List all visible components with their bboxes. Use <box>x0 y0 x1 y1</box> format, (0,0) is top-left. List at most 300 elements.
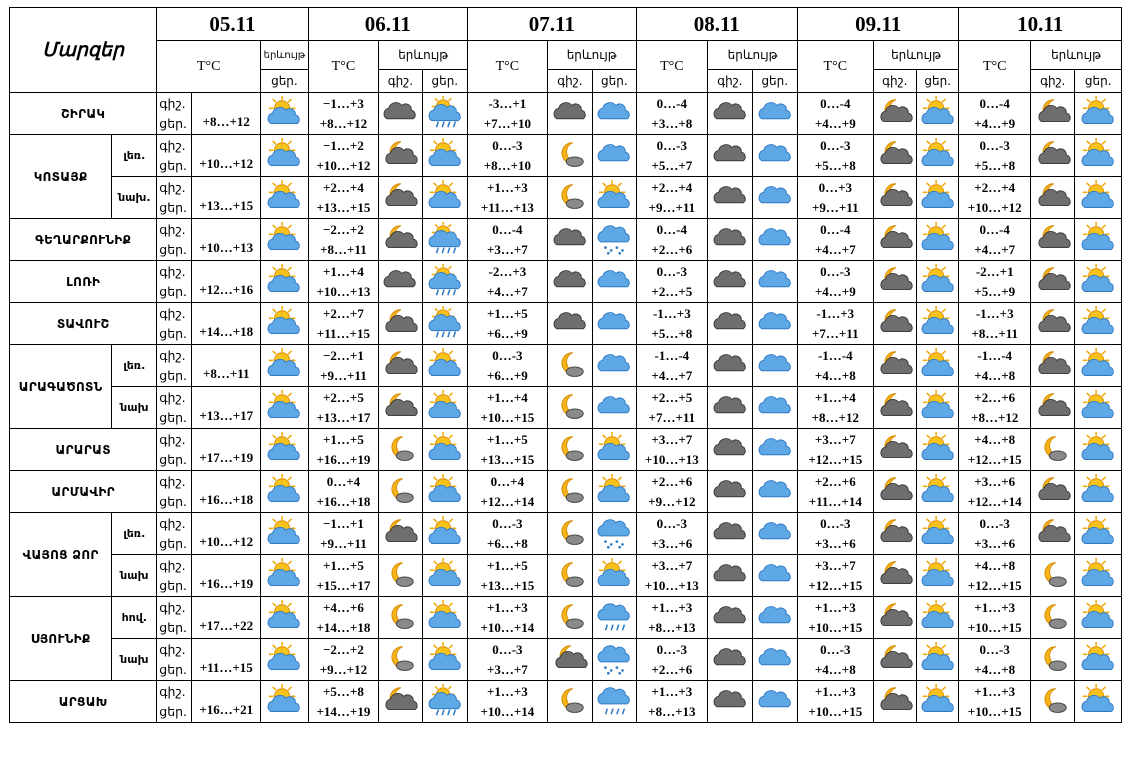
region-name: ՇԻՐԱԿ <box>10 93 157 135</box>
day-subheader: ցեր. <box>917 70 959 93</box>
moon-cloud-icon <box>877 180 913 216</box>
day-temp: +8…+12 <box>319 115 368 131</box>
day-label: ցեր. <box>159 241 188 257</box>
night-temp: -1…+3 <box>975 305 1014 321</box>
marz-header: Մարզեր <box>10 8 157 93</box>
night-label: գիշ. <box>159 221 186 237</box>
night-temp: 0…-3 <box>492 137 523 153</box>
sun-cloud-icon <box>920 222 956 258</box>
sun-cloud-icon <box>266 348 302 384</box>
day-temp: +15…+17 <box>316 577 371 593</box>
temp-cell <box>308 513 379 555</box>
day-temp: +13…+15 <box>199 198 254 213</box>
temp-cell <box>308 597 379 639</box>
moon-icon <box>1035 684 1071 720</box>
night-temp: +2…+7 <box>323 305 364 321</box>
cloud-icon <box>552 96 588 132</box>
cloud-blue-icon <box>757 264 793 300</box>
temp-cell <box>959 135 1031 177</box>
day-weather-cell <box>261 639 308 681</box>
day-weather-cell <box>1075 345 1122 387</box>
night-weather-cell <box>1031 429 1075 471</box>
cloud-icon <box>382 96 418 132</box>
night-temp: -1…+3 <box>652 305 691 321</box>
day-weather-cell <box>917 555 959 597</box>
night-temp: +1…+3 <box>486 599 528 615</box>
temp-cell <box>308 219 379 261</box>
temp-cell <box>308 555 379 597</box>
night-temp: −1…+2 <box>323 137 364 153</box>
day-weather-cell <box>917 429 959 471</box>
moon-icon <box>552 138 588 174</box>
temp-cell <box>797 555 873 597</box>
sun-cloud-icon <box>427 600 463 636</box>
zone-label: լեռ. <box>123 527 146 540</box>
night-temp: 0…-3 <box>979 515 1010 531</box>
night-temp: 0…-3 <box>656 641 688 657</box>
day-temp: +3…+6 <box>651 535 693 551</box>
day-weather-cell <box>917 93 959 135</box>
day-weather-cell <box>917 387 959 429</box>
night-weather-cell <box>1031 681 1075 723</box>
day-1-temp-cell <box>157 681 261 723</box>
day-weather-cell <box>752 471 797 513</box>
cloud-icon <box>712 180 748 216</box>
night-temp: +1…+4 <box>486 389 528 405</box>
sun-cloud-icon <box>1080 684 1116 720</box>
table-row <box>10 387 1122 429</box>
night-weather-cell <box>873 681 916 723</box>
day-label: ցեր. <box>159 283 188 299</box>
night-temp: +1…+5 <box>323 557 364 573</box>
temp-cell <box>959 681 1031 723</box>
night-label: գիշ. <box>159 641 186 657</box>
moon-cloud-icon <box>552 642 588 678</box>
day-weather-cell <box>593 261 636 303</box>
day-weather-cell <box>422 555 467 597</box>
sun-cloud-icon <box>1080 600 1116 636</box>
night-weather-cell <box>1031 135 1075 177</box>
day-weather-cell <box>422 135 467 177</box>
moon-icon <box>552 348 588 384</box>
cloud-blue-icon <box>757 96 793 132</box>
temp-cell <box>308 681 379 723</box>
night-weather-cell <box>1031 303 1075 345</box>
temp-cell <box>797 387 873 429</box>
night-weather-cell <box>708 93 752 135</box>
night-weather-cell <box>873 135 916 177</box>
day-weather-cell <box>752 135 797 177</box>
table-row <box>10 471 1122 513</box>
temp-cell <box>797 429 873 471</box>
day-temp: +13…+15 <box>316 199 371 215</box>
temp-cell <box>308 345 379 387</box>
zone-label: նախ <box>112 554 156 596</box>
day-temp: +4…+9 <box>814 115 856 131</box>
sun-cloud-icon <box>427 348 463 384</box>
sun-cloud-icon <box>266 264 302 300</box>
day-temp: +17…+19 <box>199 450 254 465</box>
night-temp: +1…+3 <box>974 599 1016 615</box>
sun-cloud-icon <box>266 222 302 258</box>
moon-cloud-icon <box>877 222 913 258</box>
day-weather-cell <box>261 219 308 261</box>
sun-rain-icon <box>427 306 463 342</box>
day-temp: +7…+10 <box>483 115 532 131</box>
zone-label: լեռ. <box>123 359 146 372</box>
moon-cloud-icon <box>1035 348 1071 384</box>
night-weather-cell <box>1031 219 1075 261</box>
night-temp: 0…-3 <box>820 137 851 153</box>
day-weather-cell <box>422 345 467 387</box>
temp-cell <box>636 513 708 555</box>
temp-cell <box>797 303 873 345</box>
moon-cloud-icon <box>382 138 418 174</box>
night-temp: +5…+8 <box>323 683 364 699</box>
cloud-icon <box>712 684 748 720</box>
night-weather-cell <box>1031 261 1075 303</box>
day-weather-cell <box>261 681 308 723</box>
night-temp: +3…+7 <box>814 431 856 447</box>
temp-cell <box>636 177 708 219</box>
day-1-temp-cell <box>157 597 261 639</box>
night-label: գիշ. <box>159 347 186 363</box>
temp-cell <box>959 93 1031 135</box>
night-weather-cell <box>547 135 592 177</box>
temp-header: T°C <box>959 41 1031 93</box>
night-weather-cell <box>547 681 592 723</box>
sun-cloud-icon <box>920 684 956 720</box>
day-label: ցեր. <box>159 367 188 383</box>
sun-cloud-icon <box>1080 264 1116 300</box>
table-row <box>10 681 1122 723</box>
region-name: ԱՐՑԱԽ <box>10 681 157 723</box>
night-weather-cell <box>379 387 422 429</box>
temp-header: T°C <box>636 41 708 93</box>
night-temp: −2…+2 <box>323 221 364 237</box>
moon-icon <box>382 432 418 468</box>
temp-cell <box>636 345 708 387</box>
day-temp: +10…+13 <box>199 240 254 255</box>
day-weather-cell <box>1075 177 1122 219</box>
sun-cloud-icon <box>427 432 463 468</box>
night-weather-cell <box>873 555 916 597</box>
temp-cell <box>636 555 708 597</box>
moon-icon <box>552 390 588 426</box>
sun-cloud-icon <box>266 516 302 552</box>
night-temp: 0…-3 <box>492 347 523 363</box>
day-temp: +10…+13 <box>316 283 371 299</box>
date-header: 05.11 <box>157 8 308 41</box>
temp-cell <box>468 471 548 513</box>
temp-cell <box>636 681 708 723</box>
day-weather-cell <box>422 387 467 429</box>
day-temp: +9…+11 <box>320 535 367 551</box>
night-weather-cell <box>1031 471 1075 513</box>
day-temp: +17…+22 <box>199 618 254 633</box>
cloud-blue-icon <box>757 558 793 594</box>
sun-cloud-icon <box>920 306 956 342</box>
day-weather-cell <box>1075 93 1122 135</box>
temp-cell <box>959 177 1031 219</box>
sun-cloud-icon <box>1080 390 1116 426</box>
cloud-blue-icon <box>757 222 793 258</box>
temp-cell <box>468 639 548 681</box>
night-temp: +1…+3 <box>814 683 856 699</box>
night-temp: +2…+6 <box>651 473 693 489</box>
day-label: ցեր. <box>159 619 188 635</box>
sun-cloud-icon <box>920 138 956 174</box>
day-weather-cell <box>752 303 797 345</box>
sun-cloud-icon <box>1080 516 1116 552</box>
moon-cloud-icon <box>877 432 913 468</box>
day-1-temp-cell <box>157 639 261 681</box>
day-weather-cell <box>422 429 467 471</box>
day-weather-cell <box>1075 219 1122 261</box>
night-weather-cell <box>873 261 916 303</box>
sun-rain-icon <box>427 222 463 258</box>
day-temp: +5…+8 <box>651 325 693 341</box>
moon-icon <box>552 684 588 720</box>
night-subheader: գիշ. <box>873 70 916 93</box>
sun-cloud-icon <box>427 138 463 174</box>
temp-cell <box>468 177 548 219</box>
sun-cloud-icon <box>596 432 632 468</box>
temp-cell <box>797 135 873 177</box>
moon-cloud-icon <box>877 348 913 384</box>
table-row <box>10 555 1122 597</box>
day-1-temp-cell <box>157 261 261 303</box>
night-weather-cell <box>379 177 422 219</box>
moon-icon <box>552 516 588 552</box>
sun-cloud-icon <box>266 684 302 720</box>
day-temp: +8…+12 <box>971 409 1019 425</box>
day-temp: +10…+12 <box>199 156 254 171</box>
sun-cloud-icon <box>427 558 463 594</box>
cloud-icon <box>712 138 748 174</box>
day-weather-cell <box>422 681 467 723</box>
day-temp: +13…+17 <box>316 409 371 425</box>
temp-cell <box>636 219 708 261</box>
day-temp: +10…+15 <box>967 619 1022 635</box>
night-weather-cell <box>547 303 592 345</box>
sun-cloud-icon <box>266 138 302 174</box>
zone-label: նախ. <box>112 176 156 218</box>
cloud-blue-icon <box>757 684 793 720</box>
day-temp: +9…+11 <box>320 367 367 383</box>
night-temp: 0…-4 <box>492 221 523 237</box>
moon-cloud-icon <box>382 306 418 342</box>
temp-cell <box>636 387 708 429</box>
day-temp: +12…+14 <box>480 493 535 509</box>
day-temp: +2…+5 <box>651 283 693 299</box>
moon-cloud-icon <box>382 390 418 426</box>
day-weather-cell <box>593 177 636 219</box>
night-weather-cell <box>708 555 752 597</box>
moon-cloud-icon <box>877 264 913 300</box>
day-temp: +3…+8 <box>651 115 693 131</box>
snow-icon <box>596 516 632 552</box>
phenomenon-header: երևույթ <box>379 41 468 70</box>
moon-cloud-icon <box>877 474 913 510</box>
night-temp: +4…+8 <box>974 431 1016 447</box>
temp-cell <box>636 597 708 639</box>
night-subheader: գիշ. <box>1031 70 1075 93</box>
night-temp: -1…-4 <box>817 347 853 363</box>
sun-cloud-icon <box>427 180 463 216</box>
cloud-icon <box>712 264 748 300</box>
moon-cloud-icon <box>382 516 418 552</box>
night-weather-cell <box>708 177 752 219</box>
night-weather-cell <box>379 345 422 387</box>
moon-cloud-icon <box>1035 264 1071 300</box>
night-temp: +2…+6 <box>974 389 1016 405</box>
day-temp: +14…+19 <box>316 703 371 719</box>
day-1-temp-cell <box>157 345 261 387</box>
sun-rain-icon <box>427 96 463 132</box>
night-temp: -1…-4 <box>654 347 690 363</box>
temp-header: T°C <box>468 41 548 93</box>
day-temp: +4…+7 <box>974 241 1016 257</box>
day-weather-cell <box>752 93 797 135</box>
night-label: գիշ. <box>159 179 186 195</box>
day-temp: +12…+15 <box>967 577 1022 593</box>
day-1-temp-cell <box>157 135 261 177</box>
cloud-icon <box>712 600 748 636</box>
night-temp: -1…-4 <box>977 347 1013 363</box>
night-temp: +1…+3 <box>651 599 693 615</box>
day-weather-cell <box>1075 681 1122 723</box>
day-1-temp-cell <box>157 555 261 597</box>
day-temp: +12…+14 <box>967 493 1022 509</box>
day-temp: +16…+18 <box>199 492 254 507</box>
moon-icon <box>382 600 418 636</box>
day-temp: +8…+10 <box>483 157 532 173</box>
day-1-temp-cell <box>157 387 261 429</box>
moon-icon <box>382 642 418 678</box>
night-weather-cell <box>1031 345 1075 387</box>
cloud-blue-icon <box>757 390 793 426</box>
sun-cloud-icon <box>1080 474 1116 510</box>
day-temp: +4…+9 <box>974 115 1016 131</box>
night-weather-cell <box>708 303 752 345</box>
day-weather-cell <box>752 597 797 639</box>
day-temp: +4…+9 <box>814 283 856 299</box>
night-weather-cell <box>873 639 916 681</box>
night-temp: +4…+6 <box>323 599 364 615</box>
temp-cell <box>959 597 1031 639</box>
day-1-temp-cell <box>157 471 261 513</box>
temp-cell <box>797 597 873 639</box>
cloud-blue-icon <box>596 306 632 342</box>
night-temp: +3…+6 <box>974 473 1016 489</box>
moon-cloud-icon <box>1035 222 1071 258</box>
region-name: ՎԱՅՈՑ ՁՈՐ <box>10 513 112 596</box>
night-temp: +1…+3 <box>974 683 1016 699</box>
night-weather-cell <box>708 261 752 303</box>
moon-icon <box>552 558 588 594</box>
day-label: ցեր. <box>159 661 188 677</box>
day-temp: +3…+6 <box>974 535 1016 551</box>
zone-label: նախ <box>112 386 156 428</box>
temp-cell <box>797 93 873 135</box>
day-temp: +8…+13 <box>648 703 696 719</box>
day-temp: +16…+19 <box>316 451 371 467</box>
night-weather-cell <box>379 261 422 303</box>
table-row <box>10 597 1122 639</box>
day-weather-cell <box>752 177 797 219</box>
day-temp: +4…+8 <box>974 661 1016 677</box>
night-weather-cell <box>708 219 752 261</box>
cloud-blue-icon <box>596 348 632 384</box>
zone-label: նախ <box>112 638 156 680</box>
day-weather-cell <box>422 93 467 135</box>
night-weather-cell <box>547 387 592 429</box>
snow-icon <box>596 642 632 678</box>
day-temp: +12…+15 <box>808 451 863 467</box>
night-weather-cell <box>873 429 916 471</box>
temp-cell <box>959 345 1031 387</box>
day-temp: +4…+7 <box>651 367 693 383</box>
day-weather-cell <box>752 345 797 387</box>
day-temp: +10…+13 <box>644 451 699 467</box>
table-row <box>10 639 1122 681</box>
day-temp: +8…+11 <box>971 325 1019 341</box>
night-temp: 0…-3 <box>820 263 851 279</box>
day-temp: +4…+7 <box>486 283 528 299</box>
night-temp: +2…+4 <box>323 179 364 195</box>
night-label: գիշ. <box>159 557 186 573</box>
cloud-icon <box>712 642 748 678</box>
day-1-temp-cell <box>157 93 261 135</box>
cloud-icon <box>712 222 748 258</box>
day-weather-cell <box>917 471 959 513</box>
cloud-blue-icon <box>757 474 793 510</box>
sun-cloud-icon <box>920 516 956 552</box>
day-temp: +14…+18 <box>316 619 371 635</box>
moon-cloud-icon <box>1035 516 1071 552</box>
day-temp: +13…+15 <box>480 451 535 467</box>
night-label: գիշ. <box>159 95 186 111</box>
day-temp: +13…+15 <box>480 577 535 593</box>
table-row <box>10 177 1122 219</box>
cloud-icon <box>712 348 748 384</box>
day-label: ցեր. <box>159 409 188 425</box>
region-name: ԱՐԱՐԱՏ <box>10 429 157 471</box>
day-temp: +12…+15 <box>967 451 1022 467</box>
day-weather-cell <box>752 555 797 597</box>
day-temp: +3…+7 <box>486 241 528 257</box>
night-temp: +1…+5 <box>323 431 364 447</box>
night-weather-cell <box>547 345 592 387</box>
night-temp: +1…+4 <box>814 389 856 405</box>
day-weather-cell <box>593 681 636 723</box>
night-temp: +1…+4 <box>323 263 364 279</box>
temp-cell <box>636 135 708 177</box>
temp-cell <box>636 261 708 303</box>
day-weather-cell <box>593 135 636 177</box>
sun-cloud-icon <box>427 516 463 552</box>
night-temp: +2…+4 <box>974 179 1016 195</box>
temp-cell <box>959 219 1031 261</box>
cloud-icon <box>712 306 748 342</box>
day-temp: +6…+9 <box>486 325 528 341</box>
temp-cell <box>468 345 548 387</box>
day-temp: +16…+19 <box>199 576 254 591</box>
day-temp: +5…+7 <box>651 157 693 173</box>
sun-cloud-icon <box>1080 348 1116 384</box>
day-weather-cell <box>917 681 959 723</box>
